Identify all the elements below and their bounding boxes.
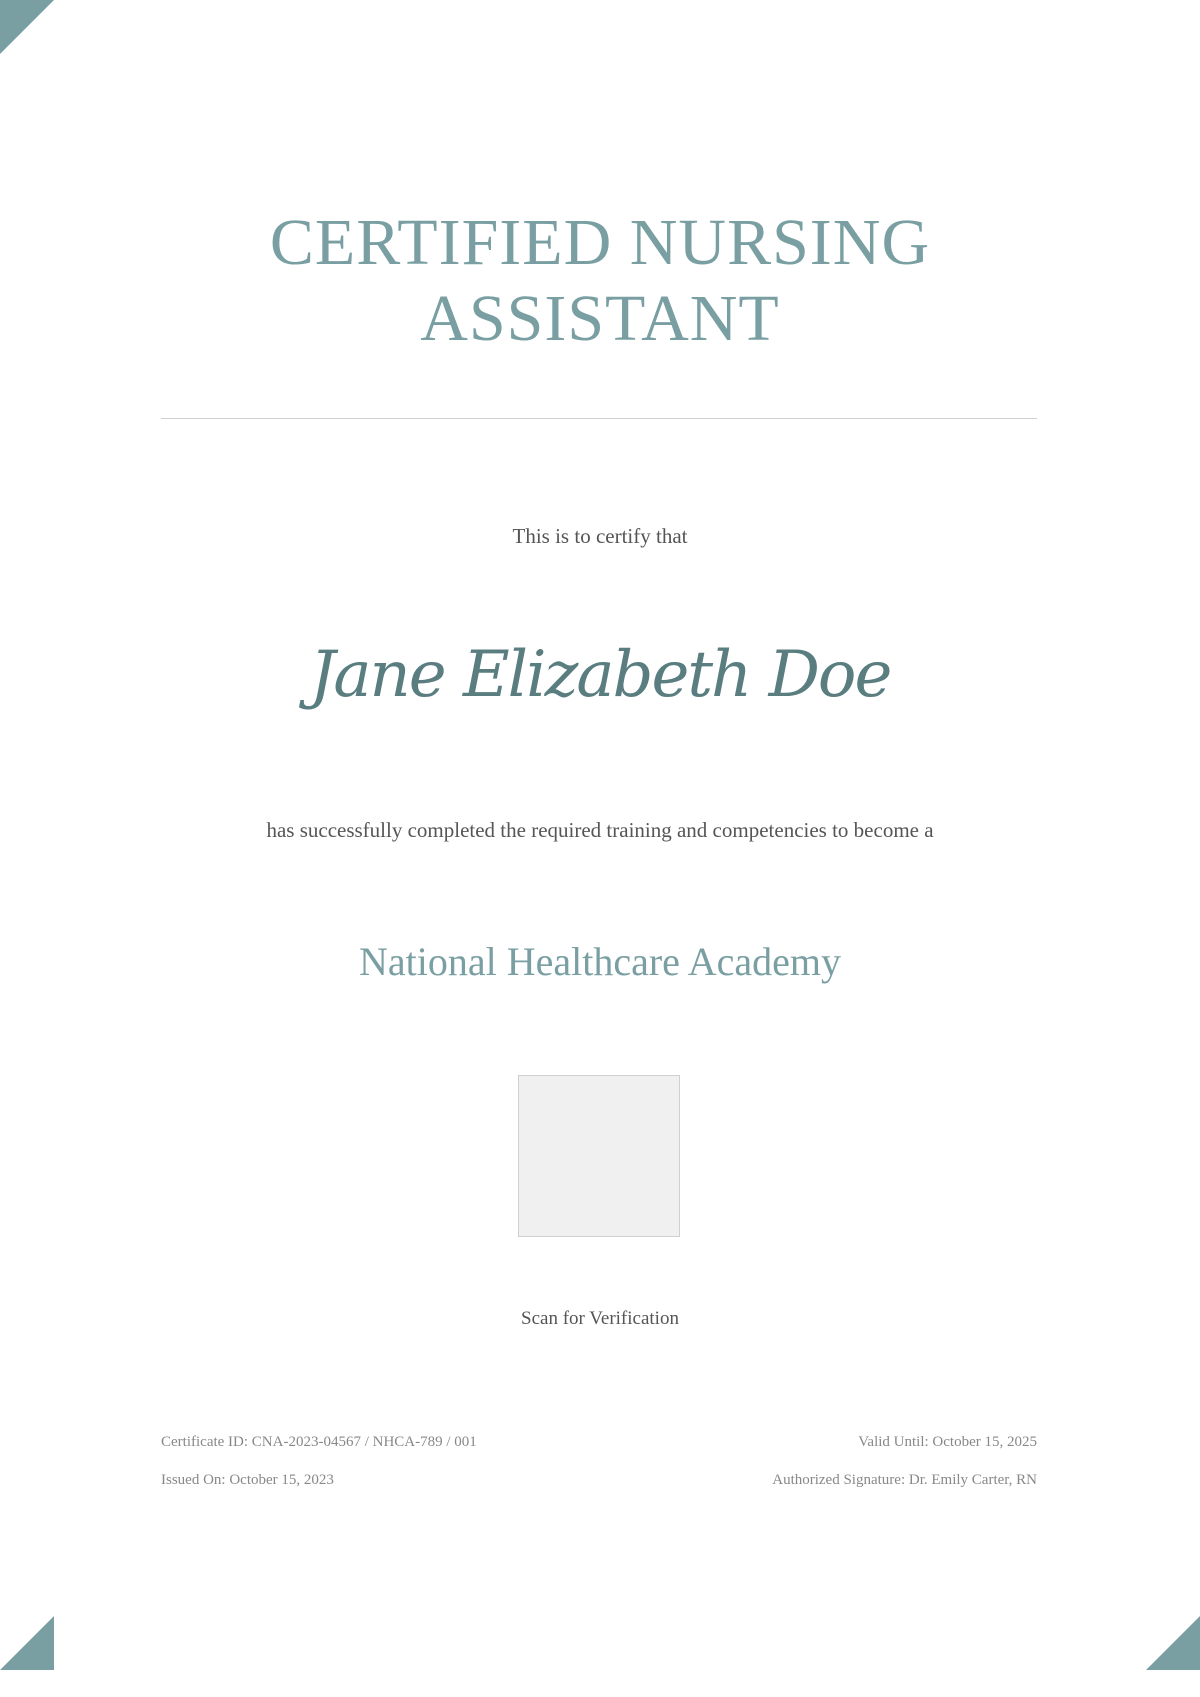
- issued-on-date: Issued On: October 15, 2023: [161, 1472, 334, 1488]
- qr-caption: Scan for Verification: [521, 1308, 679, 1329]
- certificate-title: [0, 205, 1200, 357]
- recipient-name: Jane Elizabeth Doe: [309, 638, 891, 712]
- certificate-id: Certificate ID: CNA-2023-04567 / NHCA-789 / 001: [161, 1434, 477, 1450]
- valid-until-date: Valid Until: October 15, 2025: [858, 1434, 1037, 1450]
- qr-code-placeholder: [518, 1075, 680, 1237]
- certify-intro: This is to certify that: [512, 524, 688, 548]
- authorized-signature: Authorized Signature: Dr. Emily Carter, RN: [772, 1472, 1037, 1488]
- corner-decoration-bottom-right: [1146, 1616, 1200, 1670]
- corner-decoration-top-left: [0, 0, 54, 54]
- title-line-1: CERTIFIED NURSING: [269, 206, 931, 279]
- title-divider: [161, 418, 1037, 419]
- corner-decoration-bottom-left: [0, 1616, 54, 1670]
- institution-name: National Healthcare Academy: [359, 939, 841, 984]
- title-line-2: ASSISTANT: [420, 282, 780, 355]
- completion-statement: has successfully completed the required training and competencies to become a: [266, 818, 934, 842]
